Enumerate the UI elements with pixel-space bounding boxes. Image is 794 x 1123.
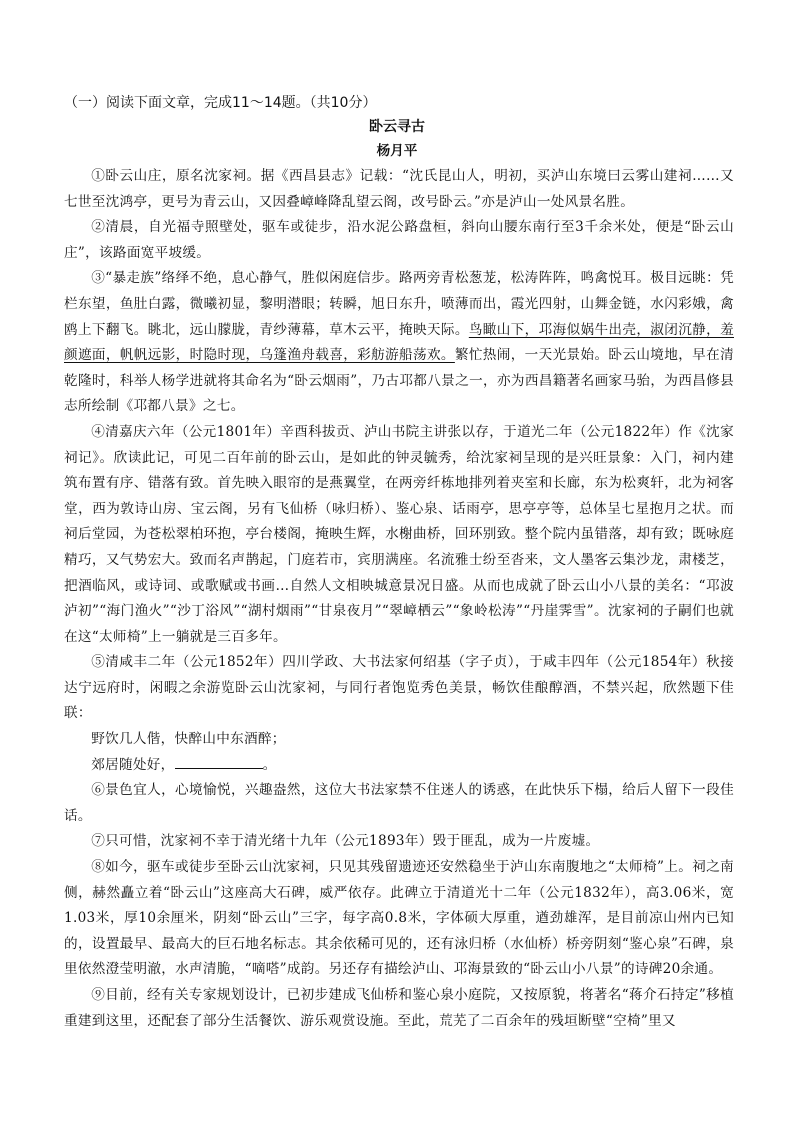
article-paragraph — [64, 420, 734, 650]
article-paragraph — [64, 215, 734, 266]
article-author: 杨月平 — [376, 143, 418, 159]
paragraph-text: ⑦只可惜，沈家祠不幸于清光绪十九年（公元1893年）毁于匪乱，成为一片废墟。 — [91, 833, 600, 850]
underlined-sentence: 鸟瞰山下，邛海似娲牛出壳，淑闭沉静，羞颜遮面，帆帆远影，时隐时现，乌篷渔舟载喜，彩舫游船荡欢。 — [64, 321, 734, 364]
paragraph-text: ⑤清咸丰二年（公元1852年）四川学政、大书法家何绍基（字子贞），于咸丰四年（公元1854年）秋接达宁远府时，闲暇之余游览卧云山沈家祠，与同行者饱览秀色美景，畅饮佳酿醇酒，不禁兴起，欣然题下佳联： — [64, 654, 734, 722]
paragraph-text: 繁忙热闹，一天光景始。卧云山境地，早在清乾隆时，科举人杨学进就将其命名为“卧云烟雨”，乃古邛都八景之一，亦为西昌籍著名画家马骀，为西昌修县志所绘制《邛都八景》之七。 — [64, 347, 734, 415]
article-paragraph — [64, 983, 734, 1034]
paragraph-text: ②清晨，自光福寺照壁处，驱车或徒步，沿水泥公路盘桓，斜向山腰东南行至3千余米处，便是“卧云山庄”，该路面宽平坡缓。 — [64, 219, 734, 261]
paragraph-text: 野饮几人偕，快醉山中东酒醉； — [91, 731, 286, 748]
question-heading: （一）阅读下面文章，完成11～14题。（共10分） — [64, 95, 377, 111]
paragraph-text: ①卧云山庄，原名沈家祠。据《西昌县志》记载：“沈氏昆山人，明初，买泸山东境曰云雾山建祠……又七世至沈鸿亭，更号为青云山，又因叠嶂峰降乱望云阁，改号卧云。”亦是泸山一处风景名胜。 — [64, 168, 734, 210]
article-body — [64, 164, 734, 1034]
paragraph-text: 。 — [262, 756, 277, 773]
article-paragraph — [64, 829, 734, 855]
article-paragraph — [64, 164, 734, 215]
article-paragraph — [64, 855, 734, 983]
paragraph-text: ⑧如今，驱车或徒步至卧云山沈家祠，只见其残留遗迹还安然稳坐于泸山东南腹地之“太师椅”上。祠之南侧，赫然矗立着“卧云山”这座高大石碑，威严依存。此碑立于清道光十二年（公元1832年），高3.06米，宽1.03米，厚10余厘米，阴刻“卧云山”三字，每字高0.8米，字体硕大厚重，遒劲雄浑，是目前凉山州内已知的，设置最早、最高大的巨石地名标志。其余依稀可见的，还有泳归桥（水仙桥）桥旁阴刻“鉴心泉”石碑，泉里依然澄莹明澈，水声清脆，“嘀嗒”成韵。另还存有描绘泸山、邛海景致的“卧云山小八景”的诗碑20余通。 — [64, 859, 734, 978]
paragraph-text: ③“暴走族”络绎不绝，息心静气，胜似闲庭信步。路两旁青松葱茏，松涛阵阵，鸣禽悦耳。极目远眺：凭栏东望，鱼肚白露，微曦初显，黎明潜眼；转瞬，旭日东升，喷薄而出，霞光四射，山舞金链，水闪彩娥，禽鸥上下翻飞。眺北，远山朦胧，青纱薄幕，草木云平，掩映天际。 — [64, 270, 734, 338]
article-title: 卧云寻古 — [369, 119, 425, 135]
paragraph-text: ④清嘉庆六年（公元1801年）辛酉科拔贡、泸山书院主讲张以存，于道光二年（公元1822年）作《沈家祠记》。欣读此记，可见二百年前的卧云山，是如此的钟灵毓秀，给沈家祠呈现的是兴旺景象：入门，祠内建筑布置有序、错落有致。首先映入眼帘的是燕翼堂，在两旁纤栋地排列着夹室和长廊，东为松爽轩，北为祠客堂，西为敦诗山房、宝云阁，另有飞仙桥（咏归桥）、鉴心泉、话雨亭，思亭亭等，总体呈七星抱月之状。而祠后堂园，为苍松翠柏环抱，亭台楼阁，掩映生辉，水榭曲桥，回环别致。整个院内虽错落，却有致；既咏庭精巧，又气势宏大。致而名声鹊起，门庭若市，宾朋满座。名流雅士纷至沓来，文人墨客云集沙龙，肃楼芝，把酒临风，或诗词、或歌赋或书画…自然人文相映城意景况日盛。从而也成就了卧云山小八景的美名：“邛波泸初”“海门渔火”“沙丁浴风”“湖村烟雨”“甘泉夜月”“翠嶂栖云”“象岭松涛”“丹崖霁雪”。沈家祠的子嗣们也就在这“太师椅”上一躺就是三百多年。 — [64, 423, 734, 645]
paragraph-text: ⑥景色宜人，心境愉悦，兴趣盎然，这位大书法家禁不住迷人的诱惑，在此快乐下榻，给后人留下一段佳话。 — [64, 782, 734, 824]
article-paragraph — [64, 778, 734, 829]
couplet-line — [64, 753, 734, 779]
answer-blank — [175, 754, 263, 769]
article-paragraph — [64, 266, 734, 420]
article-paragraph — [64, 650, 734, 727]
paragraph-text: 郊居随处好， — [91, 756, 175, 773]
paragraph-text: ⑨目前，经有关专家规划设计，已初步建成飞仙桥和鉴心泉小庭院，又按原貌，将著名“蒋介石持定”移植重建到这里，还配套了部分生活餐饮、游乐观赏设施。至此，荒芜了二百余年的残垣断壁“空椅”里又 — [64, 987, 734, 1029]
couplet-line — [64, 727, 734, 753]
